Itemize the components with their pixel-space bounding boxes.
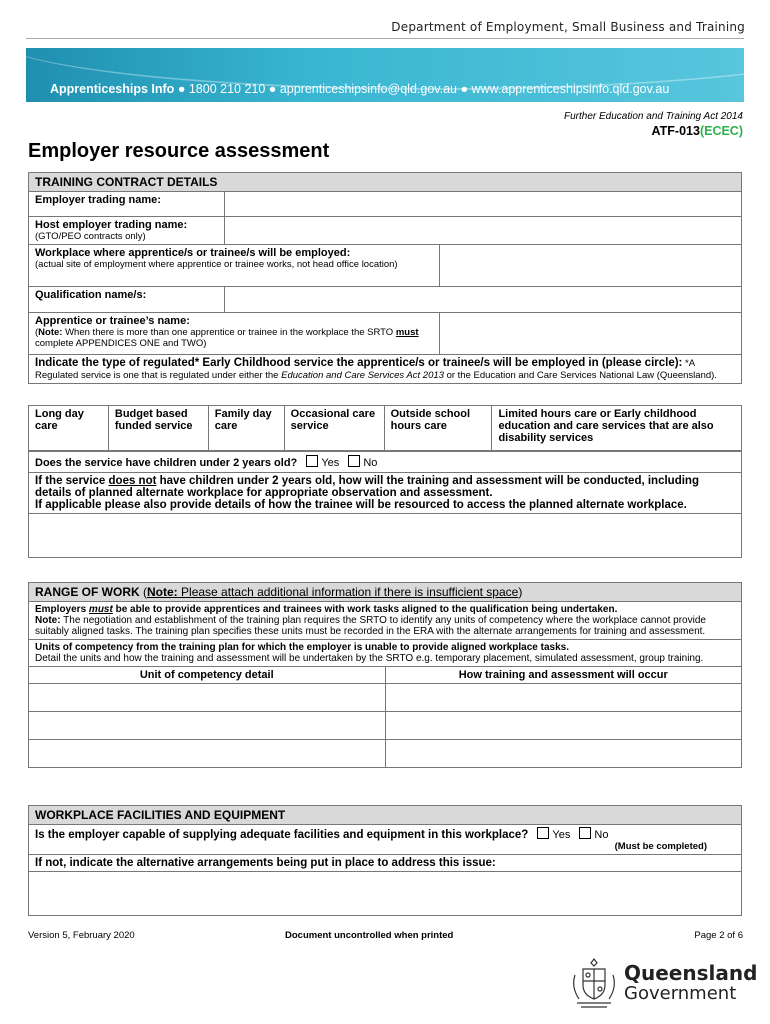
- contact-banner: [26, 48, 744, 102]
- service-limited-hours[interactable]: Limited hours care or Early childhood education and care services that are also disability services: [492, 406, 742, 451]
- range-heading-row: RANGE OF WORK (Note: Please attach additional information if there is insufficient space): [29, 583, 742, 602]
- facilities-table: [28, 805, 742, 916]
- host-label: Host employer trading name:: [35, 219, 188, 231]
- range-heading: RANGE OF WORK: [35, 585, 140, 599]
- regulated-question: Indicate the type of regulated* Early Childhood service the apprentice/s or trainee/s will be employed in (please circle):: [35, 357, 683, 369]
- apprentice-field[interactable]: [440, 313, 742, 355]
- page-number: Page 2 of 6: [694, 930, 743, 941]
- host-field[interactable]: [224, 217, 741, 245]
- banner-contact: Apprenticeships Info ● 1800 210 210 ● apprenticeshipsinfo@qld.gov.au ● www.apprenticeshipsinfo.qld.gov.au: [50, 82, 670, 96]
- act-reference: Further Education and Training Act 2014: [564, 111, 743, 122]
- unit-cell-1[interactable]: [29, 684, 386, 712]
- page-title: Employer resource assessment: [28, 140, 330, 162]
- range-units-text: Units of competency from the training plan for which the employer is unable to provide aligned workplace tasks. Detail the units and how the training and assessment will be undertaken by the SRTO e.g. temporary placement, simulated assessment, group training.: [29, 640, 742, 667]
- form-code-suffix: (ECEC): [699, 124, 743, 138]
- department-name: Department of Employment, Small Business and Training: [391, 20, 745, 34]
- host-label-cell: [29, 217, 225, 245]
- employer-label: Employer trading name:: [29, 192, 225, 217]
- banner-phone: 1800 210 210: [188, 82, 266, 96]
- facilities-ifnot-label: If not, indicate the alternative arrangements being put in place to address this issue:: [29, 855, 742, 872]
- facilities-alternative-field[interactable]: [29, 872, 742, 916]
- unit-cell-2[interactable]: [29, 712, 386, 740]
- host-note: (GTO/PEO contracts only): [35, 231, 146, 242]
- workplace-label-cell: [29, 245, 440, 287]
- service-budget-based[interactable]: Budget based funded service: [108, 406, 208, 451]
- facilities-no-label: No: [594, 829, 609, 841]
- under2-yes-label: Yes: [321, 457, 340, 469]
- facilities-no-checkbox[interactable]: [579, 827, 591, 839]
- under2-table: [28, 451, 742, 558]
- employer-field[interactable]: [224, 192, 741, 217]
- facilities-heading: WORKPLACE FACILITIES AND EQUIPMENT: [29, 806, 742, 825]
- banner-name: Apprenticeships Info: [50, 82, 175, 96]
- workplace-label: Workplace where apprentice/s or trainee/s will be employed:: [35, 247, 351, 259]
- coat-of-arms-icon: [569, 955, 619, 1011]
- queensland-government-logo: [569, 955, 758, 1015]
- qualification-field[interactable]: [224, 287, 741, 313]
- service-family-day-care[interactable]: Family day care: [208, 406, 284, 451]
- facilities-yes-checkbox[interactable]: [537, 827, 549, 839]
- training-heading: TRAINING CONTRACT DETAILS: [29, 173, 742, 192]
- col-how-training: How training and assessment will occur: [385, 667, 742, 684]
- range-heading-note: Note: Please attach additional information if there is insufficient space: [147, 585, 519, 599]
- alternate-workplace-instructions: If the service does not have children under 2 years old, how will the training and assessment will be conducted, including details of planned alternate workplace for appropriate observation and assessment. If applicable please also provide details of how the trainee will be resourced to access the planned alternate workplace.: [29, 473, 742, 514]
- regulated-service-instructions: Indicate the type of regulated* Early Childhood service the apprentice/s or trainee/s will be employed in (please circle): *A Regulated service is one that is regulated under either the Education and Care Services Act 2013 or the Education and Care Services National Law (Queensland).: [29, 355, 742, 384]
- apprentice-note: (Note: When there is more than one apprentice or trainee in the workplace the SRTO must complete APPENDICES ONE and TWO): [35, 327, 419, 349]
- how-cell-3[interactable]: [385, 740, 742, 768]
- how-cell-2[interactable]: [385, 712, 742, 740]
- how-cell-1[interactable]: [385, 684, 742, 712]
- uncontrolled-label: Document uncontrolled when printed: [285, 930, 454, 941]
- apprentice-label: Apprentice or trainee’s name:: [35, 315, 190, 327]
- under2-yes-checkbox[interactable]: [306, 455, 318, 467]
- service-long-day-care[interactable]: Long day care: [29, 406, 109, 451]
- under2-no-label: No: [363, 457, 378, 469]
- workplace-field[interactable]: [440, 245, 742, 287]
- header-divider: [26, 38, 744, 39]
- training-contract-table: [28, 172, 742, 384]
- unit-cell-3[interactable]: [29, 740, 386, 768]
- under2-row: [29, 452, 742, 473]
- facilities-question-row: [29, 825, 742, 855]
- under2-question: Does the service have children under 2 years old?: [35, 457, 298, 469]
- workplace-note: (actual site of employment where apprentice or trainee works, not head office location): [35, 259, 398, 270]
- range-employers-text: Employers must be able to provide apprentices and trainees with work tasks aligned to the qualification being undertaken. Note: The negotiation and establishment of the training plan requires the SRTO to identify any units of competency where the workplace cannot provide suitably aligned tasks. The training plan specifies these units must be recorded in the ERA with the alternate arrangements for training and assessment.: [29, 602, 742, 640]
- facilities-question: Is the employer capable of supplying adequate facilities and equipment in this workplace?: [35, 829, 529, 841]
- service-types-table: [28, 405, 742, 451]
- banner-website[interactable]: www.apprenticeshipsinfo.qld.gov.au: [471, 82, 670, 96]
- logo-queensland: Queensland: [624, 961, 758, 985]
- form-code-main: ATF-013: [651, 124, 700, 138]
- col-unit-competency: Unit of competency detail: [29, 667, 386, 684]
- service-occasional-care[interactable]: Occasional care service: [284, 406, 384, 451]
- must-complete-note: (Must be completed): [614, 841, 707, 852]
- logo-government: Government: [624, 983, 737, 1004]
- version-label: Version 5, February 2020: [28, 930, 135, 941]
- form-code: [652, 124, 743, 138]
- alternate-workplace-field[interactable]: [29, 514, 742, 558]
- service-outside-school[interactable]: Outside school hours care: [384, 406, 492, 451]
- under2-no-checkbox[interactable]: [348, 455, 360, 467]
- apprentice-label-cell: [29, 313, 440, 355]
- banner-email[interactable]: apprenticeshipsinfo@qld.gov.au: [279, 82, 457, 96]
- qualification-label: Qualification name/s:: [29, 287, 225, 313]
- range-of-work-table: [28, 582, 742, 768]
- facilities-yes-label: Yes: [552, 829, 571, 841]
